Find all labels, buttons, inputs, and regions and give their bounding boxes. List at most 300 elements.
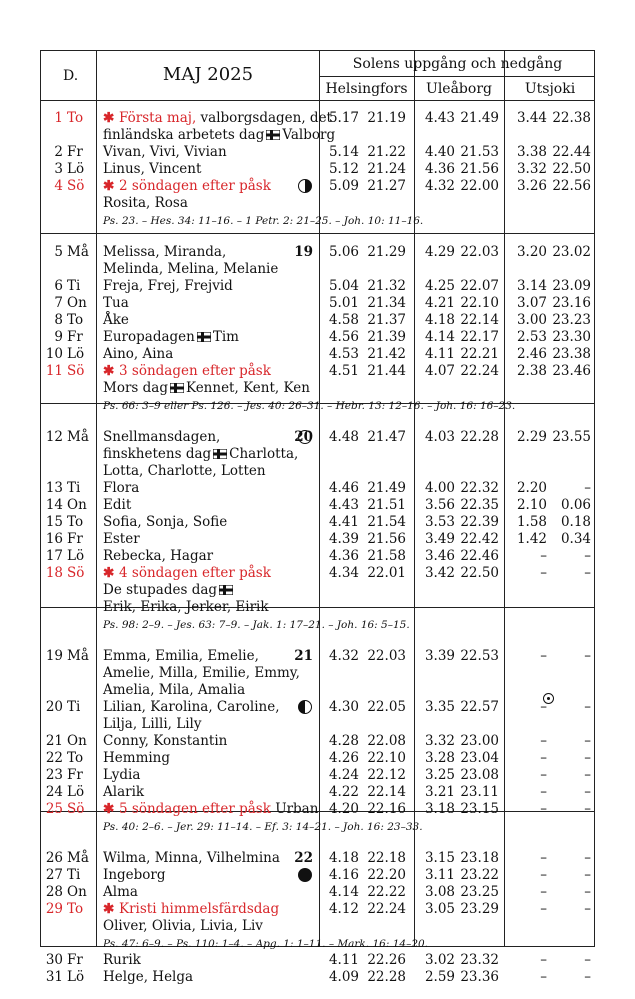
- sunrise-uleaborg: 4.40: [424, 144, 455, 160]
- moon-phase-icon: [298, 430, 312, 444]
- name-text: Helge, Helga: [103, 969, 194, 985]
- sunrise-utsjoki: –: [540, 784, 547, 800]
- sunrise-uleaborg: 3.02: [424, 952, 455, 968]
- sunset-uleaborg: 23.00: [460, 733, 499, 749]
- week-number: 21: [294, 648, 313, 664]
- sunset-helsingfors: 22.01: [367, 565, 406, 581]
- sunrise-uleaborg: 3.42: [424, 565, 455, 581]
- sunrise-utsjoki: –: [540, 733, 547, 749]
- sunset-utsjoki: –: [584, 548, 591, 564]
- name-line: [103, 446, 298, 462]
- name-line: [103, 161, 201, 177]
- sunset-helsingfors: 21.34: [367, 295, 406, 311]
- sunset-utsjoki: –: [584, 801, 591, 817]
- name-text: Wilma, Minna, Vilhelmina: [103, 850, 280, 866]
- weekday: Fr: [67, 531, 83, 547]
- sunrise-utsjoki: –: [540, 901, 547, 917]
- weekday: Lö: [67, 784, 85, 800]
- day-number: 9: [54, 329, 63, 345]
- name-line: [103, 599, 269, 615]
- weekday: Sö: [67, 565, 85, 581]
- sun-symbol-icon: [543, 693, 554, 704]
- sunrise-helsingfors: 4.16: [328, 867, 359, 883]
- month-title: MAJ 2025: [162, 64, 254, 85]
- sunset-helsingfors: 21.56: [367, 531, 406, 547]
- sunset-uleaborg: 22.07: [460, 278, 499, 294]
- sunrise-utsjoki: 2.53: [516, 329, 547, 345]
- day-number: 19: [45, 648, 63, 664]
- day-number: 15: [45, 514, 63, 530]
- name-line: [103, 969, 193, 985]
- sunset-helsingfors: 22.28: [367, 969, 406, 985]
- sunrise-helsingfors: 4.14: [328, 884, 359, 900]
- header-rule: [41, 100, 594, 101]
- sunrise-utsjoki: 2.20: [516, 480, 547, 496]
- weekday: Lö: [67, 969, 85, 985]
- sunset-helsingfors: 21.32: [367, 278, 406, 294]
- sunset-helsingfors: 22.18: [367, 850, 406, 866]
- name-line: [103, 784, 144, 800]
- weekday: To: [67, 312, 84, 328]
- calendar-table: [40, 50, 595, 985]
- sunset-helsingfors: 21.37: [367, 312, 406, 328]
- sunrise-helsingfors: 4.41: [328, 514, 359, 530]
- finnish-flag-icon: [266, 130, 280, 140]
- name-line: [103, 648, 259, 664]
- sunset-utsjoki: 23.38: [552, 346, 591, 362]
- sunrise-uleaborg: 4.14: [424, 329, 455, 345]
- weekday: On: [67, 733, 87, 749]
- name-line: [103, 110, 332, 126]
- day-number: 24: [45, 784, 63, 800]
- sunset-utsjoki: 0.06: [560, 497, 591, 513]
- sunset-helsingfors: 21.58: [367, 548, 406, 564]
- sunrise-helsingfors: 4.48: [328, 429, 359, 445]
- name-text: Hemming: [103, 750, 171, 766]
- name-line: [103, 144, 227, 160]
- finnish-flag-icon: [197, 332, 211, 342]
- week-number: 22: [294, 850, 313, 866]
- sunrise-uleaborg: 3.46: [424, 548, 455, 564]
- sunset-utsjoki: 22.44: [552, 144, 591, 160]
- sunrise-utsjoki: 3.38: [516, 144, 547, 160]
- name-line: [103, 952, 141, 968]
- sunrise-uleaborg: 4.21: [424, 295, 455, 311]
- sunset-uleaborg: 21.56: [460, 161, 499, 177]
- weekday: Fr: [67, 952, 83, 968]
- name-line: [103, 312, 129, 328]
- sunrise-utsjoki: 3.44: [516, 110, 547, 126]
- name-text: Amelie, Milla, Emilie, Emmy,: [103, 665, 300, 681]
- day-number: 21: [45, 733, 63, 749]
- sunrise-helsingfors: 4.46: [328, 480, 359, 496]
- weekday: Ti: [67, 278, 81, 294]
- day-number: 26: [45, 850, 63, 866]
- sunrise-helsingfors: 4.34: [328, 565, 359, 581]
- name-text: Europadagen: [103, 329, 195, 345]
- weekday: Må: [67, 429, 89, 445]
- sunrise-helsingfors: 5.17: [328, 110, 359, 126]
- sunset-utsjoki: 23.02: [552, 244, 591, 260]
- sunset-utsjoki: 22.56: [552, 178, 591, 194]
- sunrise-utsjoki: –: [540, 884, 547, 900]
- name-line: [103, 127, 335, 143]
- scripture-readings: Ps. 40: 2–6. – Jer. 29: 11–14. – Ef. 3: 14–21. – Joh. 16: 23–33.: [103, 821, 423, 833]
- name-text: Tua: [103, 295, 129, 311]
- sunrise-utsjoki: 1.42: [516, 531, 547, 547]
- sunrise-uleaborg: 4.32: [424, 178, 455, 194]
- sunset-helsingfors: 21.24: [367, 161, 406, 177]
- name-line: [103, 565, 271, 581]
- location-utsjoki: Utsjoki: [524, 81, 576, 97]
- sunset-uleaborg: 23.32: [460, 952, 499, 968]
- sunrise-helsingfors: 4.26: [328, 750, 359, 766]
- scripture-readings: Ps. 47: 6–9. – Ps. 110: 1–4. – Apg. 1: 1–11. – Mark. 16: 14–20.: [103, 938, 429, 950]
- sunrise-utsjoki: –: [540, 750, 547, 766]
- day-number: 29: [45, 901, 63, 917]
- asterisk-icon: ✱: [103, 110, 120, 126]
- name-line: [103, 195, 188, 211]
- sunrise-utsjoki: 2.38: [516, 363, 547, 379]
- sunset-uleaborg: 23.22: [460, 867, 499, 883]
- weekday: Må: [67, 648, 89, 664]
- weekday: To: [67, 514, 84, 530]
- name-text: Erik, Erika, Jerker, Eirik: [103, 599, 269, 615]
- day-number: 2: [54, 144, 63, 160]
- name-text: Ingeborg: [103, 867, 166, 883]
- sunset-uleaborg: 22.00: [460, 178, 499, 194]
- sunset-helsingfors: 21.49: [367, 480, 406, 496]
- sunrise-uleaborg: 3.28: [424, 750, 455, 766]
- sunrise-uleaborg: 4.36: [424, 161, 455, 177]
- sunrise-uleaborg: 4.25: [424, 278, 455, 294]
- sunrise-uleaborg: 3.25: [424, 767, 455, 783]
- name-text: Aino, Aina: [103, 346, 174, 362]
- sunset-utsjoki: –: [584, 733, 591, 749]
- weekday: Lö: [67, 161, 85, 177]
- sunrise-utsjoki: 3.20: [516, 244, 547, 260]
- weekday: Fr: [67, 144, 83, 160]
- name-line: [103, 716, 201, 732]
- sunset-helsingfors: 21.29: [367, 244, 406, 260]
- sunset-utsjoki: –: [584, 784, 591, 800]
- sunrise-uleaborg: 3.35: [424, 699, 455, 715]
- day-number: 23: [45, 767, 63, 783]
- weekday: On: [67, 295, 87, 311]
- sunrise-helsingfors: 5.04: [328, 278, 359, 294]
- scripture-readings: Ps. 66: 3–9 eller Ps. 126. – Jes. 40: 26–31. – Hebr. 13: 12–16. – Joh. 16: 16–23.: [103, 400, 516, 412]
- sunset-utsjoki: –: [584, 767, 591, 783]
- sunset-helsingfors: 22.12: [367, 767, 406, 783]
- sunset-uleaborg: 22.17: [460, 329, 499, 345]
- day-number: 1: [54, 110, 63, 126]
- sunset-uleaborg: 22.35: [460, 497, 499, 513]
- name-line: [103, 850, 280, 866]
- name-text: Tim: [212, 329, 239, 345]
- sunset-utsjoki: –: [584, 867, 591, 883]
- name-line: [103, 699, 280, 715]
- name-text: 4 söndagen efter påsk: [119, 565, 271, 581]
- name-line: [103, 429, 220, 445]
- sunset-uleaborg: 23.04: [460, 750, 499, 766]
- sunrise-utsjoki: –: [540, 548, 547, 564]
- sunrise-utsjoki: –: [540, 767, 547, 783]
- sunrise-uleaborg: 3.11: [424, 867, 455, 883]
- day-number: 17: [45, 548, 63, 564]
- sunset-utsjoki: –: [584, 901, 591, 917]
- sunrise-helsingfors: 5.14: [328, 144, 359, 160]
- asterisk-icon: ✱: [103, 363, 120, 379]
- sunset-uleaborg: 22.03: [460, 244, 499, 260]
- sunrise-helsingfors: 4.43: [328, 497, 359, 513]
- moon-phase-icon: [298, 868, 312, 882]
- sunset-uleaborg: 23.29: [460, 901, 499, 917]
- name-text: Alarik: [103, 784, 145, 800]
- name-text: Vivan, Vivi, Vivian: [103, 144, 227, 160]
- name-line: [103, 178, 271, 194]
- sunrise-helsingfors: 4.12: [328, 901, 359, 917]
- name-line: [103, 548, 213, 564]
- name-text: 3 söndagen efter påsk: [119, 363, 271, 379]
- sunset-helsingfors: 21.22: [367, 144, 406, 160]
- weekday: Fr: [67, 767, 83, 783]
- sunset-utsjoki: –: [584, 565, 591, 581]
- sunrise-uleaborg: 3.08: [424, 884, 455, 900]
- sunrise-uleaborg: 4.00: [424, 480, 455, 496]
- sunset-utsjoki: 0.34: [560, 531, 591, 547]
- name-line: [103, 329, 239, 345]
- weekday: Sö: [67, 178, 85, 194]
- day-number: 3: [54, 161, 63, 177]
- name-text: Melinda, Melina, Melanie: [103, 261, 279, 277]
- name-text: Freja, Frej, Frejvid: [103, 278, 233, 294]
- week-number: 20: [294, 429, 313, 445]
- sunset-helsingfors: 22.16: [367, 801, 406, 817]
- name-text: Alma: [103, 884, 138, 900]
- sunrise-helsingfors: 4.36: [328, 548, 359, 564]
- sunrise-helsingfors: 4.32: [328, 648, 359, 664]
- sunrise-uleaborg: 3.49: [424, 531, 455, 547]
- weekday: To: [67, 110, 84, 126]
- day-number: 10: [45, 346, 63, 362]
- name-line: [103, 750, 170, 766]
- name-text: Mors dag: [103, 380, 168, 396]
- name-text: finländska arbetets dag: [103, 127, 265, 143]
- sunrise-uleaborg: 3.21: [424, 784, 455, 800]
- asterisk-icon: ✱: [103, 901, 120, 917]
- sunset-helsingfors: 22.03: [367, 648, 406, 664]
- name-text: Flora: [103, 480, 140, 496]
- day-number: 31: [45, 969, 63, 985]
- finnish-flag-icon: [170, 383, 184, 393]
- sunset-utsjoki: –: [584, 850, 591, 866]
- sunset-utsjoki: 23.16: [552, 295, 591, 311]
- sunset-uleaborg: 22.21: [460, 346, 499, 362]
- name-text: De stupades dag: [103, 582, 218, 598]
- sunset-uleaborg: 22.24: [460, 363, 499, 379]
- name-text: Lilja, Lilli, Lily: [103, 716, 202, 732]
- name-line: [103, 295, 129, 311]
- day-number: 12: [45, 429, 63, 445]
- sunrise-helsingfors: 4.22: [328, 784, 359, 800]
- name-text: Lilian, Karolina, Caroline,: [103, 699, 280, 715]
- sunset-helsingfors: 22.10: [367, 750, 406, 766]
- sunrise-utsjoki: 3.14: [516, 278, 547, 294]
- scripture-readings: Ps. 98: 2–9. – Jes. 63: 7–9. – Jak. 1: 17–21. – Joh. 16: 5–15.: [103, 619, 410, 631]
- sunrise-helsingfors: 4.39: [328, 531, 359, 547]
- asterisk-icon: ✱: [103, 565, 120, 581]
- name-line: [103, 682, 245, 698]
- sunset-utsjoki: 23.30: [552, 329, 591, 345]
- sunrise-uleaborg: 3.18: [424, 801, 455, 817]
- name-text: Conny, Konstantin: [103, 733, 228, 749]
- name-text: Oliver, Olivia, Livia, Liv: [103, 918, 263, 934]
- sunrise-utsjoki: 2.46: [516, 346, 547, 362]
- name-line: [103, 497, 131, 513]
- week-number: 19: [294, 244, 313, 260]
- finnish-flag-icon: [219, 585, 233, 595]
- name-line: [103, 531, 140, 547]
- day-number: 30: [45, 952, 63, 968]
- day-number: 22: [45, 750, 63, 766]
- sunrise-uleaborg: 3.39: [424, 648, 455, 664]
- scripture-readings: Ps. 23. – Hes. 34: 11–16. – 1 Petr. 2: 21–25. – Joh. 10: 11–16.: [103, 215, 424, 227]
- name-text: Kristi himmelsfärdsdag: [119, 901, 280, 917]
- sunrise-uleaborg: 4.29: [424, 244, 455, 260]
- location-helsingfors: Helsingfors: [325, 81, 408, 97]
- sunrise-helsingfors: 4.11: [328, 952, 359, 968]
- day-number: 20: [45, 699, 63, 715]
- sunrise-helsingfors: 4.56: [328, 329, 359, 345]
- sunrise-utsjoki: –: [540, 969, 547, 985]
- asterisk-icon: ✱: [103, 178, 120, 194]
- name-line: [103, 884, 138, 900]
- name-text: Lydia: [103, 767, 141, 783]
- name-text: Melissa, Miranda,: [103, 244, 227, 260]
- weekday: To: [67, 750, 84, 766]
- day-number: 6: [54, 278, 63, 294]
- name-text: 5 söndagen efter påsk: [119, 801, 271, 817]
- name-text: Linus, Vincent: [103, 161, 202, 177]
- sunset-uleaborg: 22.42: [460, 531, 499, 547]
- day-number: 4: [54, 178, 63, 194]
- sunrise-uleaborg: 4.43: [424, 110, 455, 126]
- day-number: 11: [45, 363, 63, 379]
- sunrise-utsjoki: 3.07: [516, 295, 547, 311]
- finnish-flag-icon: [213, 449, 227, 459]
- moon-phase-icon: [298, 179, 312, 193]
- sunset-helsingfors: 22.14: [367, 784, 406, 800]
- weekday: To: [67, 901, 84, 917]
- sunset-uleaborg: 23.36: [460, 969, 499, 985]
- weekday: Ti: [67, 699, 81, 715]
- day-number: 18: [45, 565, 63, 581]
- sunrise-uleaborg: 3.56: [424, 497, 455, 513]
- header-divider: [319, 76, 594, 77]
- asterisk-icon: ✱: [103, 801, 120, 817]
- week-rule: [41, 233, 594, 234]
- sunrise-uleaborg: 3.15: [424, 850, 455, 866]
- sunrise-helsingfors: 4.18: [328, 850, 359, 866]
- weekday: Må: [67, 244, 89, 260]
- sunset-utsjoki: 23.09: [552, 278, 591, 294]
- sunrise-uleaborg: 3.53: [424, 514, 455, 530]
- name-line: [103, 665, 300, 681]
- name-text: Rurik: [103, 952, 141, 968]
- name-text: Charlotta,: [229, 446, 299, 462]
- sunrise-uleaborg: 4.18: [424, 312, 455, 328]
- weekday: Lö: [67, 346, 85, 362]
- sunset-helsingfors: 22.26: [367, 952, 406, 968]
- sunrise-helsingfors: 5.01: [328, 295, 359, 311]
- sunset-utsjoki: 0.18: [560, 514, 591, 530]
- sunset-uleaborg: 22.50: [460, 565, 499, 581]
- sunrise-helsingfors: 4.58: [328, 312, 359, 328]
- sunset-helsingfors: 21.47: [367, 429, 406, 445]
- sunset-uleaborg: 22.53: [460, 648, 499, 664]
- sunset-utsjoki: –: [584, 480, 591, 496]
- day-number: 5: [54, 244, 63, 260]
- sunrise-helsingfors: 4.30: [328, 699, 359, 715]
- day-number: 14: [45, 497, 63, 513]
- day-number: 28: [45, 884, 63, 900]
- sunset-utsjoki: 23.23: [552, 312, 591, 328]
- sunset-utsjoki: –: [584, 750, 591, 766]
- name-line: [103, 480, 139, 496]
- name-text: Första maj,: [119, 110, 197, 126]
- name-text: Rosita, Rosa: [103, 195, 188, 211]
- name-line: [103, 244, 226, 260]
- sunrise-helsingfors: 4.20: [328, 801, 359, 817]
- day-column-header: D.: [63, 68, 79, 84]
- sunset-utsjoki: 22.50: [552, 161, 591, 177]
- sunset-helsingfors: 22.22: [367, 884, 406, 900]
- sunrise-utsjoki: –: [540, 867, 547, 883]
- sunset-utsjoki: –: [584, 884, 591, 900]
- sunrise-helsingfors: 4.09: [328, 969, 359, 985]
- day-number: 27: [45, 867, 63, 883]
- sunset-helsingfors: 22.08: [367, 733, 406, 749]
- sunset-helsingfors: 21.27: [367, 178, 406, 194]
- sunset-helsingfors: 21.39: [367, 329, 406, 345]
- sunset-uleaborg: 22.32: [460, 480, 499, 496]
- weekday: Sö: [67, 363, 85, 379]
- name-line: [103, 278, 233, 294]
- sunset-uleaborg: 23.08: [460, 767, 499, 783]
- sunrise-utsjoki: 1.58: [516, 514, 547, 530]
- name-text: Kennet, Kent, Ken: [185, 380, 310, 396]
- name-line: [103, 901, 279, 917]
- sunset-helsingfors: 22.05: [367, 699, 406, 715]
- sunset-utsjoki: 22.38: [552, 110, 591, 126]
- location-uleaborg: Uleåborg: [426, 81, 492, 97]
- name-text: Snellmansdagen,: [103, 429, 221, 445]
- name-text: Ester: [103, 531, 140, 547]
- weekday: On: [67, 497, 87, 513]
- weekday: Ti: [67, 480, 81, 496]
- sunrise-utsjoki: –: [540, 699, 547, 715]
- sunrise-uleaborg: 4.03: [424, 429, 455, 445]
- sunset-helsingfors: 22.24: [367, 901, 406, 917]
- sunset-utsjoki: –: [584, 699, 591, 715]
- sunset-uleaborg: 21.49: [460, 110, 499, 126]
- name-line: [103, 380, 310, 396]
- name-line: [103, 363, 271, 379]
- name-line: [103, 261, 278, 277]
- sunrise-utsjoki: –: [540, 801, 547, 817]
- sunset-uleaborg: 22.28: [460, 429, 499, 445]
- sunrise-uleaborg: 3.32: [424, 733, 455, 749]
